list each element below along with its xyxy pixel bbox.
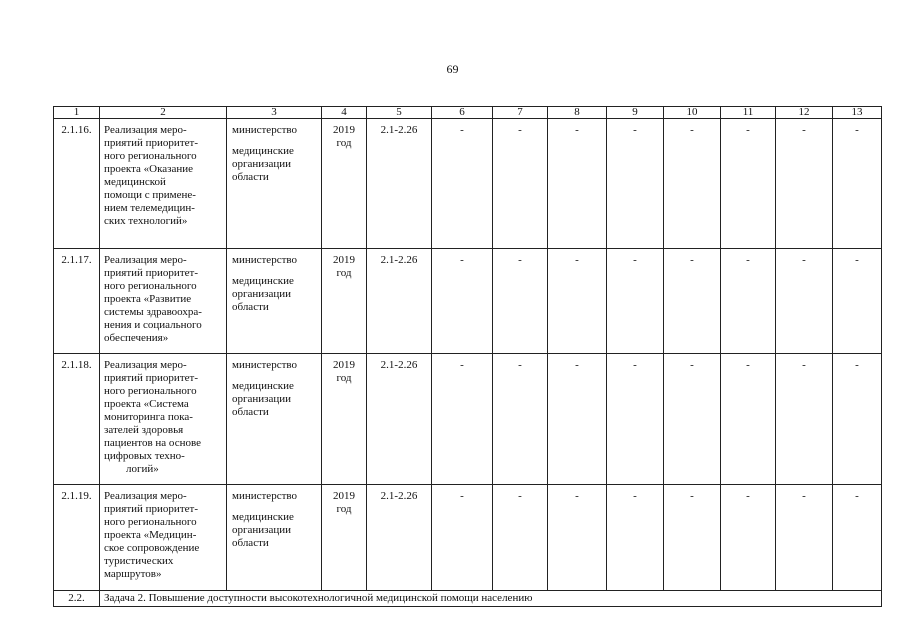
responsible-line: области xyxy=(232,301,269,313)
year-line: 2019 xyxy=(333,490,355,502)
value-cell: - xyxy=(607,354,664,485)
activity-name-line: зателей здоровья xyxy=(104,424,184,436)
task-row xyxy=(54,591,882,607)
activity-name xyxy=(100,354,227,485)
value-cell: - xyxy=(493,354,548,485)
column-header: 13 xyxy=(833,107,882,119)
activity-name-line: Реализация меро- xyxy=(104,124,187,136)
activity-name-line: Реализация меро- xyxy=(104,490,187,502)
activity-name-line: медицинской xyxy=(104,176,166,188)
column-header: 4 xyxy=(322,107,367,119)
responsible-line: организации xyxy=(232,158,292,170)
value-cell: - xyxy=(493,249,548,354)
responsible-executors xyxy=(227,119,322,249)
column-header: 8 xyxy=(548,107,607,119)
responsible-line: медицинские xyxy=(232,145,294,157)
value-cell: - xyxy=(432,485,493,591)
value-cell: - xyxy=(833,485,882,591)
year-line: год xyxy=(336,267,352,279)
activity-name-line: ного регионального xyxy=(104,385,197,397)
value-cell: - xyxy=(721,119,776,249)
task-number: 2.2. xyxy=(54,591,100,607)
column-header: 9 xyxy=(607,107,664,119)
value-cell: - xyxy=(664,485,721,591)
task-description: Задача 2. Повышение доступности высокотехнологичной медицинской помощи населению xyxy=(100,591,882,607)
responsible-line: организации xyxy=(232,393,292,405)
column-header: 11 xyxy=(721,107,776,119)
activity-name-line: проекта «Развитие xyxy=(104,293,192,305)
value-cell: - xyxy=(721,485,776,591)
value-cell: - xyxy=(776,354,833,485)
column-header: 10 xyxy=(664,107,721,119)
activity-name-line: ного регионального xyxy=(104,280,197,292)
value-cell: - xyxy=(664,119,721,249)
implementation-year xyxy=(322,354,367,485)
value-cell: - xyxy=(607,485,664,591)
column-header: 1 xyxy=(54,107,100,119)
activity-name-line: нием телемедицин- xyxy=(104,202,195,214)
activity-name-line: логий» xyxy=(126,463,159,475)
activity-name-line: цифровых техно- xyxy=(104,450,185,462)
value-cell: - xyxy=(664,249,721,354)
activity-name-line: нения и социального xyxy=(104,319,202,331)
activity-name-line: системы здравоохра- xyxy=(104,306,202,318)
value-cell: - xyxy=(548,119,607,249)
table-row xyxy=(54,249,882,354)
value-cell: - xyxy=(493,485,548,591)
activity-name-line: приятий приоритет- xyxy=(104,137,198,149)
column-header: 7 xyxy=(493,107,548,119)
year-line: 2019 xyxy=(333,124,355,136)
responsible-line: области xyxy=(232,537,269,549)
year-line: 2019 xyxy=(333,359,355,371)
activity-name-line: ного регионального xyxy=(104,150,197,162)
year-line: 2019 xyxy=(333,254,355,266)
responsible-line: министерство xyxy=(232,254,298,266)
year-line: год xyxy=(336,372,352,384)
value-cell: - xyxy=(548,354,607,485)
activity-name-line: мониторинга пока- xyxy=(104,411,193,423)
responsible-line: организации xyxy=(232,524,292,536)
value-cell: - xyxy=(833,119,882,249)
table-row xyxy=(54,485,882,591)
activity-name-line: приятий приоритет- xyxy=(104,267,198,279)
activities-table xyxy=(53,106,882,607)
column-header: 12 xyxy=(776,107,833,119)
year-line: год xyxy=(336,503,352,515)
column-header: 6 xyxy=(432,107,493,119)
row-number: 2.1.16. xyxy=(54,119,100,249)
activity-name-line: проекта «Система xyxy=(104,398,189,410)
value-cell: - xyxy=(548,249,607,354)
value-cell: - xyxy=(548,485,607,591)
year-line: год xyxy=(336,137,352,149)
responsible-executors xyxy=(227,249,322,354)
column-header: 2 xyxy=(100,107,227,119)
indicator-range: 2.1-2.26 xyxy=(367,119,432,249)
value-cell: - xyxy=(493,119,548,249)
value-cell: - xyxy=(776,119,833,249)
activity-name-line: пациентов на основе xyxy=(104,437,201,449)
value-cell: - xyxy=(432,249,493,354)
indicator-range: 2.1-2.26 xyxy=(367,249,432,354)
activity-name-line: ских технологий» xyxy=(104,215,188,227)
responsible-line: медицинские xyxy=(232,511,294,523)
value-cell: - xyxy=(607,119,664,249)
table-row xyxy=(54,354,882,485)
activity-name-line: ного регионального xyxy=(104,516,197,528)
activity-name-line: ское сопровождение xyxy=(104,542,200,554)
activity-name xyxy=(100,119,227,249)
activity-name-line: проекта «Оказание xyxy=(104,163,194,175)
responsible-executors xyxy=(227,485,322,591)
responsible-line: медицинские xyxy=(232,275,294,287)
column-number-row xyxy=(54,107,882,119)
activity-name xyxy=(100,485,227,591)
row-number: 2.1.17. xyxy=(54,249,100,354)
value-cell: - xyxy=(776,485,833,591)
activity-name-line: помощи с примене- xyxy=(104,189,196,201)
activity-name-line: приятий приоритет- xyxy=(104,372,198,384)
activity-name-line: приятий приоритет- xyxy=(104,503,198,515)
responsible-line: области xyxy=(232,406,269,418)
value-cell: - xyxy=(833,354,882,485)
value-cell: - xyxy=(776,249,833,354)
activity-name-line: обеспечения» xyxy=(104,332,169,344)
responsible-line: министерство xyxy=(232,124,298,136)
row-number: 2.1.18. xyxy=(54,354,100,485)
responsible-line: области xyxy=(232,171,269,183)
value-cell: - xyxy=(432,354,493,485)
responsible-line: министерство xyxy=(232,490,298,502)
implementation-year xyxy=(322,249,367,354)
value-cell: - xyxy=(721,354,776,485)
activity-name-line: Реализация меро- xyxy=(104,254,187,266)
column-header: 5 xyxy=(367,107,432,119)
activity-name xyxy=(100,249,227,354)
implementation-year xyxy=(322,119,367,249)
activity-name-line: проекта «Медицин- xyxy=(104,529,197,541)
value-cell: - xyxy=(833,249,882,354)
value-cell: - xyxy=(432,119,493,249)
table-row xyxy=(54,119,882,249)
value-cell: - xyxy=(607,249,664,354)
responsible-line: министерство xyxy=(232,359,298,371)
activity-name-line: туристических xyxy=(104,555,174,567)
activity-name-line: маршрутов» xyxy=(104,568,162,580)
responsible-line: организации xyxy=(232,288,292,300)
page-number: 69 xyxy=(446,62,459,76)
row-number: 2.1.19. xyxy=(54,485,100,591)
value-cell: - xyxy=(721,249,776,354)
value-cell: - xyxy=(664,354,721,485)
indicator-range: 2.1-2.26 xyxy=(367,485,432,591)
activity-name-line: Реализация меро- xyxy=(104,359,187,371)
implementation-year xyxy=(322,485,367,591)
indicator-range: 2.1-2.26 xyxy=(367,354,432,485)
column-header: 3 xyxy=(227,107,322,119)
responsible-executors xyxy=(227,354,322,485)
responsible-line: медицинские xyxy=(232,380,294,392)
